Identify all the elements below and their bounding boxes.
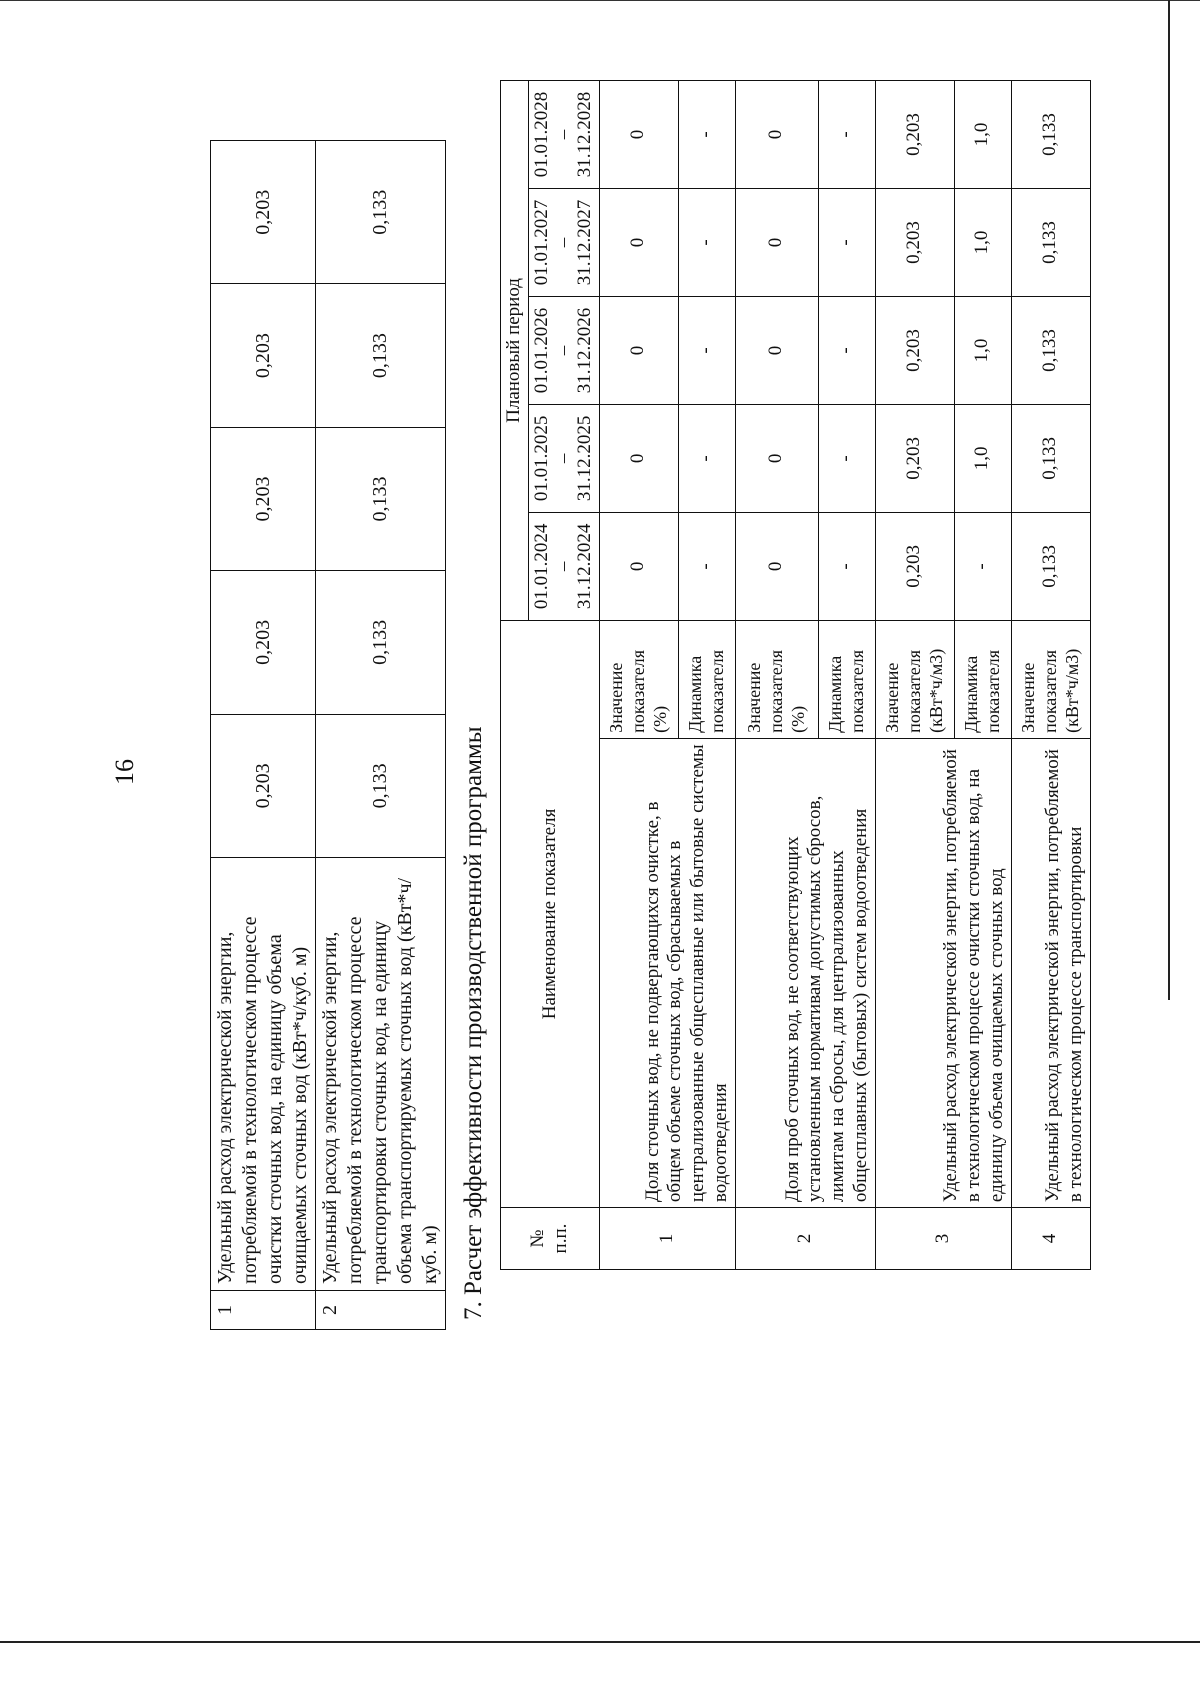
value-cell: 0 [735, 81, 818, 189]
indicator-value-label: Значение показателя (кВт*ч/м3) [1011, 620, 1090, 738]
value-cell: 0,133 [316, 571, 446, 714]
indicator-name: Удельный расход электрической энергии, потребляемой в технологическом процессе транспортировки сточных вод, на единицу объема транспортируемых сточных вод (кВт*ч/куб. м) [316, 858, 446, 1291]
value-cell: 0 [735, 404, 818, 512]
value-cell: 0,133 [1011, 189, 1090, 297]
indicator-value-label: Значение показателя (кВт*ч/м3) [875, 620, 954, 738]
value-cell: 0,203 [875, 404, 954, 512]
value-cell: 0 [599, 404, 678, 512]
dynamics-cell: 1,0 [954, 189, 1011, 297]
row-number: 1 [211, 1291, 316, 1330]
value-cell: 0 [599, 81, 678, 189]
program-efficiency-table [500, 80, 1091, 1270]
row-number: 4 [1011, 1208, 1090, 1270]
page-edge-bottom [0, 1641, 1200, 1643]
value-cell: 0,203 [211, 714, 316, 857]
value-cell: 0,203 [211, 284, 316, 427]
dynamics-cell: - [818, 404, 875, 512]
rotated-document-sheet [80, 0, 1120, 1480]
header-period-date: 01.01.2024 – 31.12.2024 [528, 512, 599, 620]
table-row [735, 81, 818, 1270]
value-cell: 0,133 [1011, 512, 1090, 620]
dynamics-cell: - [678, 404, 735, 512]
value-cell: 0,133 [316, 141, 446, 284]
energy-consumption-table [210, 140, 446, 1330]
dynamics-cell: 1,0 [954, 404, 1011, 512]
header-period-date: 01.01.2027 – 31.12.2027 [528, 189, 599, 297]
value-cell: 0,133 [1011, 81, 1090, 189]
dynamics-cell: - [818, 189, 875, 297]
indicator-name: Доля сточных вод, не подвергающихся очистке, в общем объеме сточных вод, сбрасываемых в централизованные общесплавные или бытовые системы водоотведения [599, 738, 735, 1207]
table-row [316, 141, 446, 1330]
dynamics-cell: - [954, 512, 1011, 620]
value-cell: 0 [735, 512, 818, 620]
table-row [211, 141, 316, 1330]
dynamics-cell: 1,0 [954, 81, 1011, 189]
indicator-dynamics-label: Динамика показателя [818, 620, 875, 738]
value-cell: 0,203 [875, 296, 954, 404]
value-cell: 0,203 [211, 427, 316, 570]
value-cell: 0,203 [875, 81, 954, 189]
dynamics-cell: - [678, 81, 735, 189]
indicator-dynamics-label: Динамика показателя [678, 620, 735, 738]
table-row [599, 81, 678, 1270]
indicator-name: Удельный расход электрической энергии, потребляемой в технологическом процессе транспортировки [1011, 738, 1090, 1207]
dynamics-cell: - [678, 296, 735, 404]
header-period-date: 01.01.2026 – 31.12.2026 [528, 296, 599, 404]
dynamics-cell: - [678, 512, 735, 620]
page-edge-right [1168, 0, 1170, 1000]
header-period-date: 01.01.2028 – 31.12.2028 [528, 81, 599, 189]
value-cell: 0 [735, 189, 818, 297]
dynamics-cell: 1,0 [954, 296, 1011, 404]
section-title: 7. Расчет эффективности производственной программы [460, 726, 487, 1320]
indicator-value-label: Значение показателя (%) [735, 620, 818, 738]
indicator-value-label: Значение показателя (%) [599, 620, 678, 738]
row-number: 3 [875, 1208, 1011, 1270]
value-cell: 0,133 [316, 284, 446, 427]
indicator-name: Доля проб сточных вод, не соответствующих установленным нормативам допустимых сбросов, лимитам на сбросы, для централизованных общесплавных (бытовых) систем водоотведения [735, 738, 875, 1207]
indicator-dynamics-label: Динамика показателя [954, 620, 1011, 738]
value-cell: 0,133 [1011, 404, 1090, 512]
table-row [875, 81, 954, 1270]
value-cell: 0 [599, 296, 678, 404]
value-cell: 0,203 [875, 512, 954, 620]
value-cell: 0 [599, 512, 678, 620]
header-number: № п.п. [501, 1208, 600, 1270]
table-row [1011, 81, 1090, 1270]
header-planned-period: Плановый период [501, 81, 529, 621]
value-cell: 0,133 [1011, 296, 1090, 404]
page-number: 16 [110, 759, 139, 785]
row-number: 2 [735, 1208, 875, 1270]
indicator-name: Удельный расход электрической энергии, потребляемой в технологическом процессе очистки сточных вод, на единицу объема очищаемых сточных вод [875, 738, 1011, 1207]
dynamics-cell: - [818, 81, 875, 189]
table-header-row [501, 81, 529, 1270]
header-indicator-name: Наименование показателя [501, 620, 600, 1207]
value-cell: 0,203 [211, 571, 316, 714]
value-cell: 0,203 [875, 189, 954, 297]
value-cell: 0 [735, 296, 818, 404]
header-period-date: 01.01.2025 – 31.12.2025 [528, 404, 599, 512]
dynamics-cell: - [818, 296, 875, 404]
value-cell: 0,133 [316, 714, 446, 857]
value-cell: 0 [599, 189, 678, 297]
row-number: 2 [316, 1291, 446, 1330]
row-number: 1 [599, 1208, 735, 1270]
value-cell: 0,203 [211, 141, 316, 284]
value-cell: 0,133 [316, 427, 446, 570]
dynamics-cell: - [678, 189, 735, 297]
indicator-name: Удельный расход электрической энергии, потребляемой в технологическом процессе очистки сточных вод, на единицу объема очищаемых сточных вод (кВт*ч/куб. м) [211, 858, 316, 1291]
dynamics-cell: - [818, 512, 875, 620]
